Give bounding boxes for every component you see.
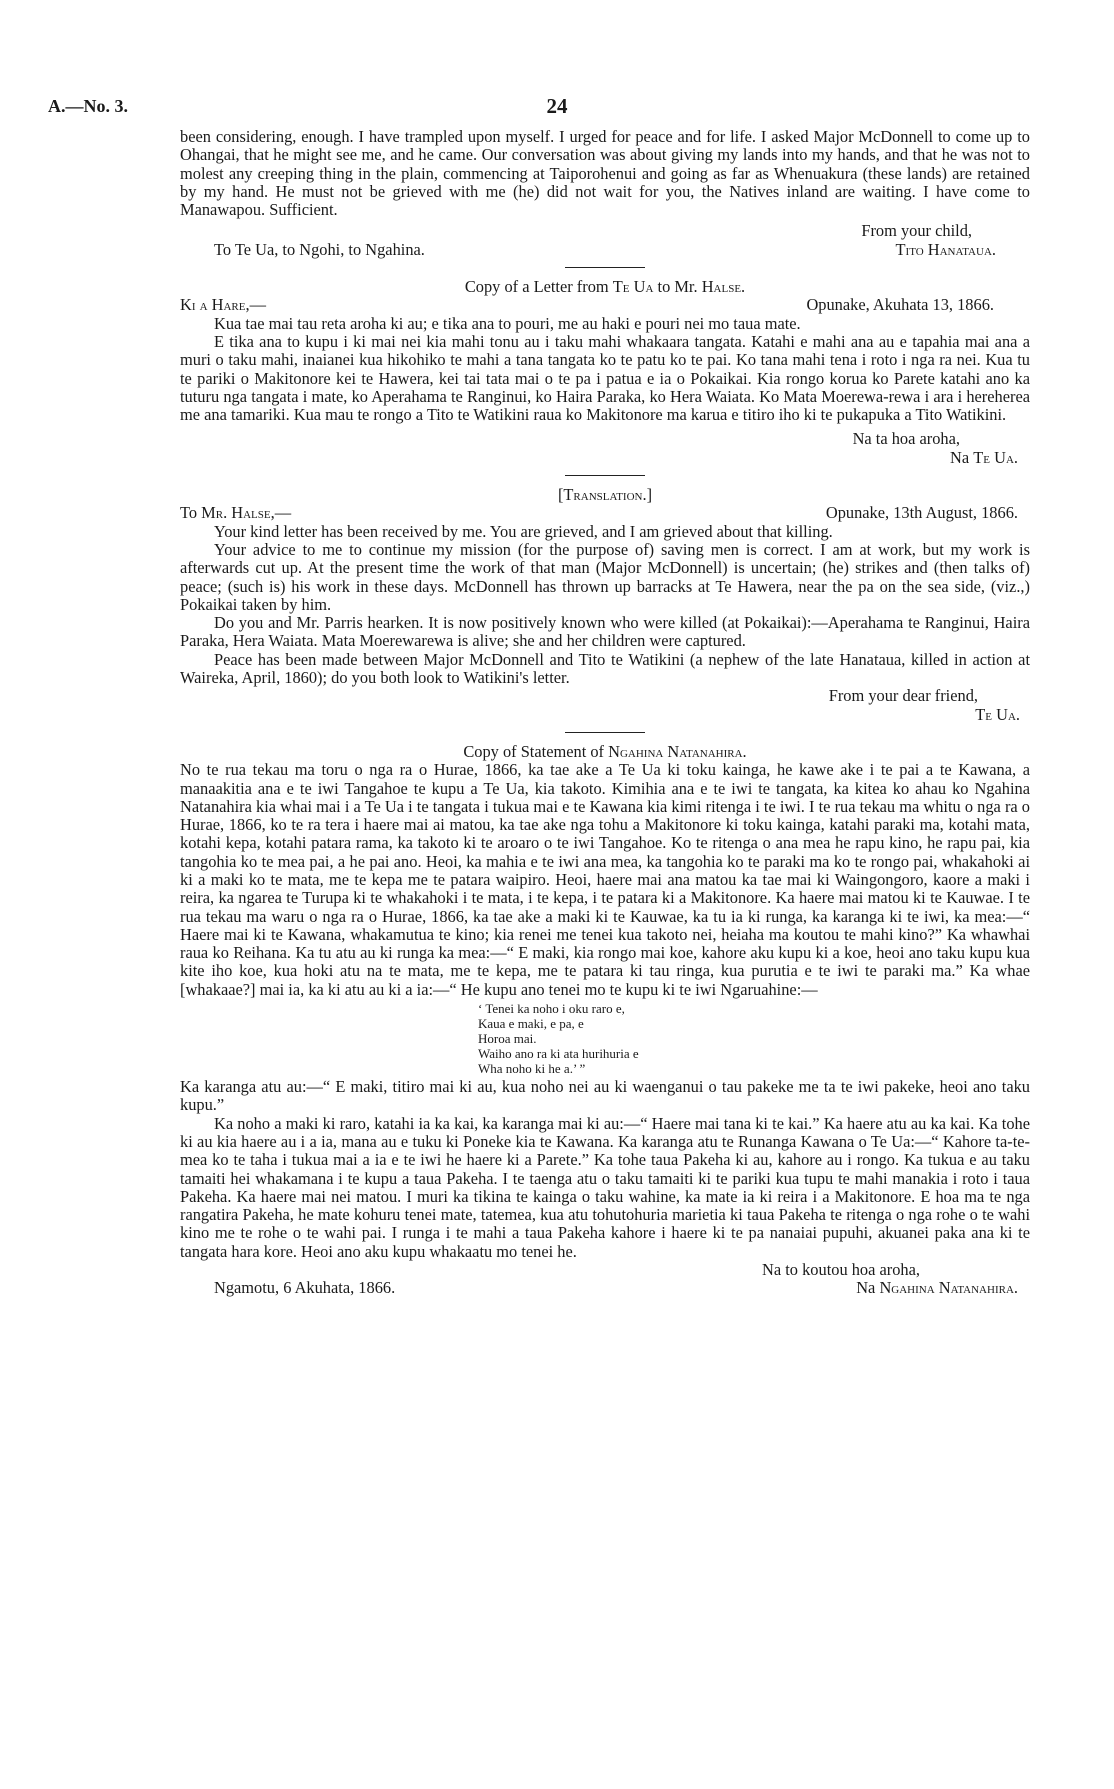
- letter-continuation: been considering, enough. I have trampled upon myself. I urged for peace and for life. I asked Major McDonnell to come up to Ohangai, that he might see me, and he came. Our conversation was about giving my lands into my hands, and that he was not to molest any creeping thing in the plain, commencing at Taiporohenui and going as far as Whenuakura (these lands) are retained by my hand. He must not be grieved with me (he) did not wait for you, the Natives inland are waiting. I have come to Manawapou. Sufficient.: [180, 127, 1030, 220]
- letter-signature: Tito Hanataua.: [895, 239, 996, 259]
- song-line: Wha noho ki he a.’ ”: [478, 1061, 586, 1077]
- letter-paragraph: Your kind letter has been received by me. You are grieved, and I am grieved about that killing.: [214, 521, 833, 541]
- letter-signature: Te Ua.: [975, 704, 1020, 724]
- letter-closing: Na ta hoa aroha,: [852, 429, 960, 449]
- addressee-signature-line: [180, 241, 1030, 259]
- statement-paragraph: Ka karanga atu au:—“ E maki, titiro mai ki au, kua noho nei au ki waenganui o tau pakeke me ta te iwi pakeke, heoi ano taku kupu.”: [180, 1077, 1030, 1115]
- song-line: ‘ Tenei ka noho i oku raro e,: [478, 1001, 625, 1017]
- letter-paragraph: Kua tae mai tau reta aroha ki au; e tika ana to pouri, me au haki e pouri nei mo taua mate.: [214, 313, 801, 333]
- statement-paragraph: No te rua tekau ma toru o nga ra o Hurae, 1866, ka tae ake a Te Ua ki toku kainga, he kawe ake i te pai a te Kawana, a manaakitia ana e te iwi Tangahoe te kupu a Te Ua, kia takoto. Kimihia ana e te iwi te tangata, ka kitea ko ahau ko Ngahina Natanahira kia whai mai i a Te Ua i te tangata i tukua mai e te Kawana kia kimi ritenga i te iwi. I te rua tekau ma whitu o nga ra o Hurae, 1866, ko te ra tera i haere mai ai matou, ka tae ake nga tohu a Makitonore ki toku kainga, katahi paraki ma, kotahi mata, kotahi kepa, kotahi patara rama, ka takoto ki te aroaro o te iwi Tangahoe. Ko te ritenga o ana mea he rapu kino, he rapu pai, kia tangohia ko te mea pai, a he pai ano. Heoi, ka mahia e te iwi ana mea, ka tangohia ko te paraki ma ko te rongo pai, whakahoki ai ki a maki ko te mata, me te kepa me te patara waipiro. Heoi, haere mai ana matou ka tae mai ki Waingongoro, kaore a maki i reira, ka ngarea te Turupa ki te whakahoki i te mata, i te kepa, i te patara ki a Makitonore. Ka haere mai matou ki te Kauwae. I te rua tekau ma waru o nga ra o Hurae, 1866, ka tae ake a maki ki te Kauwae, ka tu ia ki runga, ka karanga ki te iwi, ka mea:—“ Haere mai ki te Kawana, whakamutua te kino; kia renei me tenei kua takoto nei, heiaha ma koutou te mahi kino?” Ka whawhai raua ko Reihana. Ka tu atu au ki runga ka mea:—“ E maki, kia rongo mai koe, kahore aku kupu ki a koe, heoi ano taku kupu kua kite iho koe, kua hoki atu na te mata, me te kepa, me te patara ki tau ringa, kua purutia e te iwi te paraki ma.” Ka whae [whakaae?] mai ia, ka ki atu au ki a ia:—“ He kupu ano tenei mo te kupu ki te iwi Ngaruahine:—: [180, 760, 1030, 999]
- date-signature-line: [180, 1279, 1030, 1297]
- letter-addressee: To Te Ua, to Ngohi, to Ngahina.: [214, 239, 425, 259]
- salutation: Ki a Hare,—: [180, 295, 266, 315]
- place-date: Opunake, 13th August, 1866.: [825, 503, 1018, 523]
- letter-signature: Na Te Ua.: [950, 447, 1018, 467]
- salutation: To Mr. Halse,—: [180, 503, 292, 523]
- salutation-line: [180, 296, 1030, 314]
- document-reference: A.—No. 3.: [48, 96, 128, 116]
- statement-paragraph: Ka noho a maki ki raro, katahi ia ka kai, ka karanga mai ki au:—“ Haere mai tana ki te kai.” Ka haere atu au ka kai. Ka tohe ki au kia haere au i a ia, mana au e tuku ki Poneke kia te Kawana. Ka karanga atu te Runanga Kawana o Te Ua:—“ Kahore ta-te-mea ko te taha i tukua mai a ia e te iwi he haere ki a Parete.” Ka tohe taua Pakeha ki au, kahore au i rongo. Ka tukua e au taku tamaiti hei whakamana i te kupu a taua Pakeha. I te taenga atu o taku tamaiti ki te pariki kua tupu te mahi manakia i roto i taua Pakeha. Ka haere mai nei matou. I muri ka tikina te kainga o taku wahine, ka mate ia ki reira i a Makitonore. E hoa ma te nga rangatira Pakeha, he mate kohuru tenei mate, tatemea, kua atu tohutohuria marietia ki taua Pakeha te ritenga o nga rohe o te wahi kino me te rohe o te wahi pai. I runga i te mahi a taua Pakeha kahore i haere ki te pa nanaiai pupuhi, akuanei paka ana ki te tangata hara kore. Heoi ano aku kupu whakaatu mo tenei he.: [180, 1113, 1030, 1261]
- statement-signature: Na Ngahina Natanahira.: [856, 1278, 1018, 1298]
- letter-closing: From your dear friend,: [828, 686, 978, 706]
- statement-closing: Na to koutou hoa aroha,: [762, 1260, 920, 1280]
- letter-closing: From your child,: [861, 221, 972, 241]
- song-line: Horoa mai.: [478, 1031, 537, 1047]
- letter-paragraph: Your advice to me to continue my mission (for the purpose of) saving men is correct. I am at work, but my work is afterwards cut up. At the present time the work of that man (Major McDonnell) is uncertain; (he) strikes and (then talks of) peace; (such is) his work in these days. McDonnell has thrown up barracks at Te Hawera, near the pa on the sea side, (viz.,) Pokaikai taken by him.: [180, 539, 1030, 614]
- place-date: Opunake, Akuhata 13, 1866.: [806, 295, 994, 315]
- page-number: 24: [546, 94, 568, 118]
- place-date: Ngamotu, 6 Akuhata, 1866.: [214, 1278, 396, 1298]
- letter-paragraph: E tika ana to kupu i ki mai nei kia mahi tonu au i taku mahi whakaara tangata. Katahi e mahi ana au e tapahia mai ana a muri o taku mahi, inaianei kua hikohiko te mahi a tana tangata ko te patu ko te pai. Ko tana mahi tena i roto i nga ra nei. Kua tu te pariki o Makitonore kei te Hawera, kei tai tata mai o te pa i patua e ia o Pokaikai. Kia rongo korua ko Parete katahi ano ka tuturu nga tangata i mate, ko Aperahama te Ranginui, ko Haira Paraka, ko Hera Waiata. Ko Mata Moerewa-rewa i ara i hereherea me ana tamariki. Kua mau te rongo a Tito te Watikini raua ko Makitonore ma karua e titiro iho ki te pukapuka a Tito Watikini.: [180, 331, 1030, 425]
- section-title: [Translation.]: [557, 485, 653, 505]
- section-divider: [565, 267, 645, 268]
- song-line: Waiho ano ra ki ata hurihuria e: [478, 1046, 639, 1062]
- section-title: Copy of a Letter from Te Ua to Mr. Halse.: [464, 277, 746, 297]
- salutation-line: [180, 504, 1030, 522]
- section-divider: [565, 475, 645, 476]
- page-content: [180, 128, 1030, 1298]
- quoted-song: [478, 1001, 1030, 1076]
- letter-paragraph: Peace has been made between Major McDonnell and Tito te Watikini (a nephew of the late Hanataua, killed in action at Waireka, April, 1860); do you both look to Watikini's letter.: [180, 649, 1030, 688]
- song-line: Kaua e maki, e pa, e: [478, 1016, 584, 1032]
- section-title: Copy of Statement of Ngahina Natanahira.: [463, 741, 747, 761]
- letter-paragraph: Do you and Mr. Parris hearken. It is now positively known who were killed (at Pokaikai):—Aperahama te Ranginui, Haira Paraka, Hera Waiata. Mata Moerewarewa is alive; she and her children were captured.: [180, 613, 1030, 651]
- page-header: [0, 96, 1114, 126]
- section-divider: [565, 732, 645, 733]
